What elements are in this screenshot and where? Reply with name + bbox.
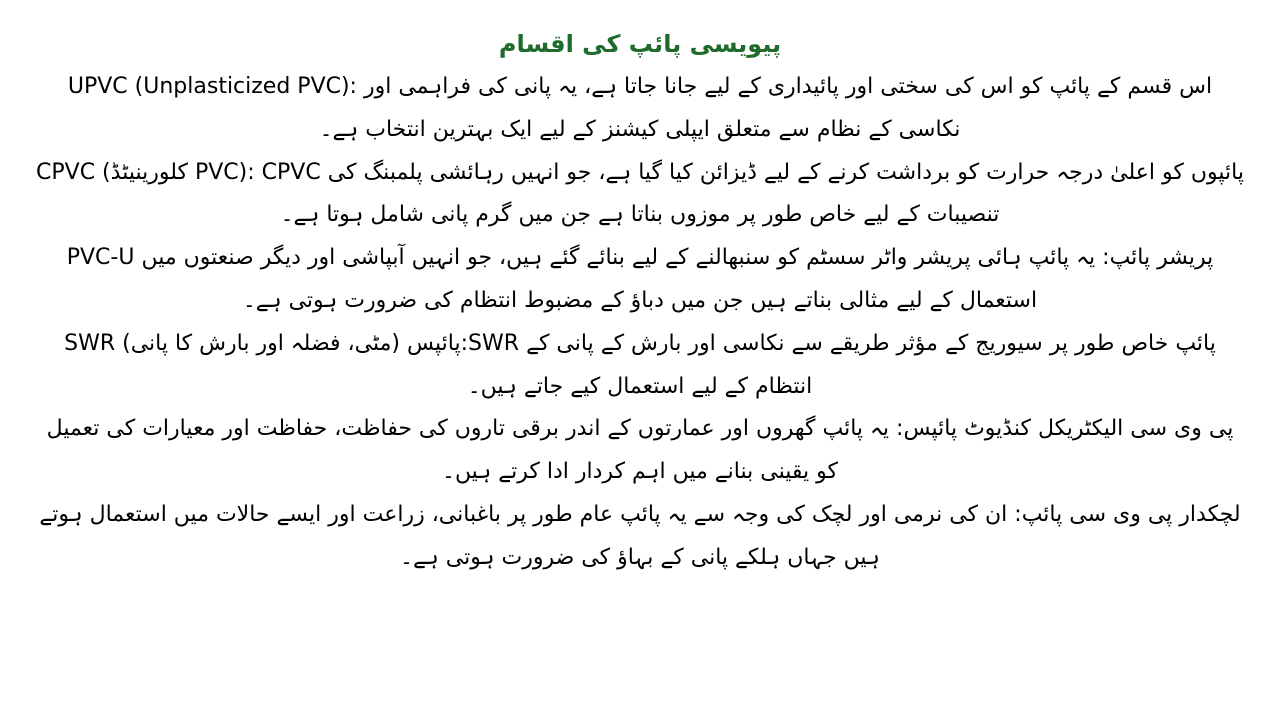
paragraph-pvc-u-pressure: PVC-U پریشر پائپ: یہ پائپ ہائی پریشر واٹر سسٹم کو سنبھالنے کے لیے بنائے گئے ہیں، جو انہیں آبپاشی اور دیگر صنعتوں میں استعمال کے لیے مثالی بناتے ہیں جن میں دباؤ کے مضبوط انتظام کی ضرورت ہوتی ہے۔ bbox=[66, 245, 1214, 313]
paragraph-swr: SWR پائپس (مٹی، فضلہ اور بارش کا پانی):SWR پائپ خاص طور پر سیوریج کے مؤثر طریقے سے نکاسی اور بارش کے پانی کے انتظام کے لیے استعمال کیے جاتے ہیں۔ bbox=[64, 330, 1216, 399]
paragraph-flexible-pvc: لچکدار پی وی سی پائپ: ان کی نرمی اور لچک کی وجہ سے یہ پائپ عام طور پر باغبانی، زراعت اور ایسے حالات میں استعمال ہوتے ہیں جہاں ہلکے پانی کے بہاؤ کی ضرورت ہوتی ہے۔ bbox=[39, 501, 1241, 570]
page-title: پیویسی پائپ کی اقسام bbox=[498, 30, 782, 58]
paragraph-electrical-conduit: پی وی سی الیکٹریکل کنڈیوٹ پائپس: یہ پائپ گھروں اور عمارتوں کے اندر برقی تاروں کی حفاظت، حفاظت اور معیارات کی تعمیل کو یقینی بنانے میں اہم کردار ادا کرتے ہیں۔ bbox=[46, 416, 1234, 485]
paragraph-cpvc: CPVC (کلورینیٹڈ PVC): CPVC پائپوں کو اعلیٰ درجہ حرارت کو برداشت کرنے کے لیے ڈیزائن کیا گیا ہے، جو انہیں رہائشی پلمبنگ کی تنصیبات کے لیے خاص طور پر موزوں بناتا ہے جن میں گرم پانی شامل ہوتا ہے۔ bbox=[36, 159, 1244, 228]
paragraph-upvc: UPVC (Unplasticized PVC): اس قسم کے پائپ کو اس کی سختی اور پائیداری کے لیے جانا جاتا ہے، یہ پانی کی فراہمی اور نکاسی کے نظام سے متعلق ایپلی کیشنز کے لیے ایک بہترین انتخاب ہے۔ bbox=[67, 74, 1213, 142]
